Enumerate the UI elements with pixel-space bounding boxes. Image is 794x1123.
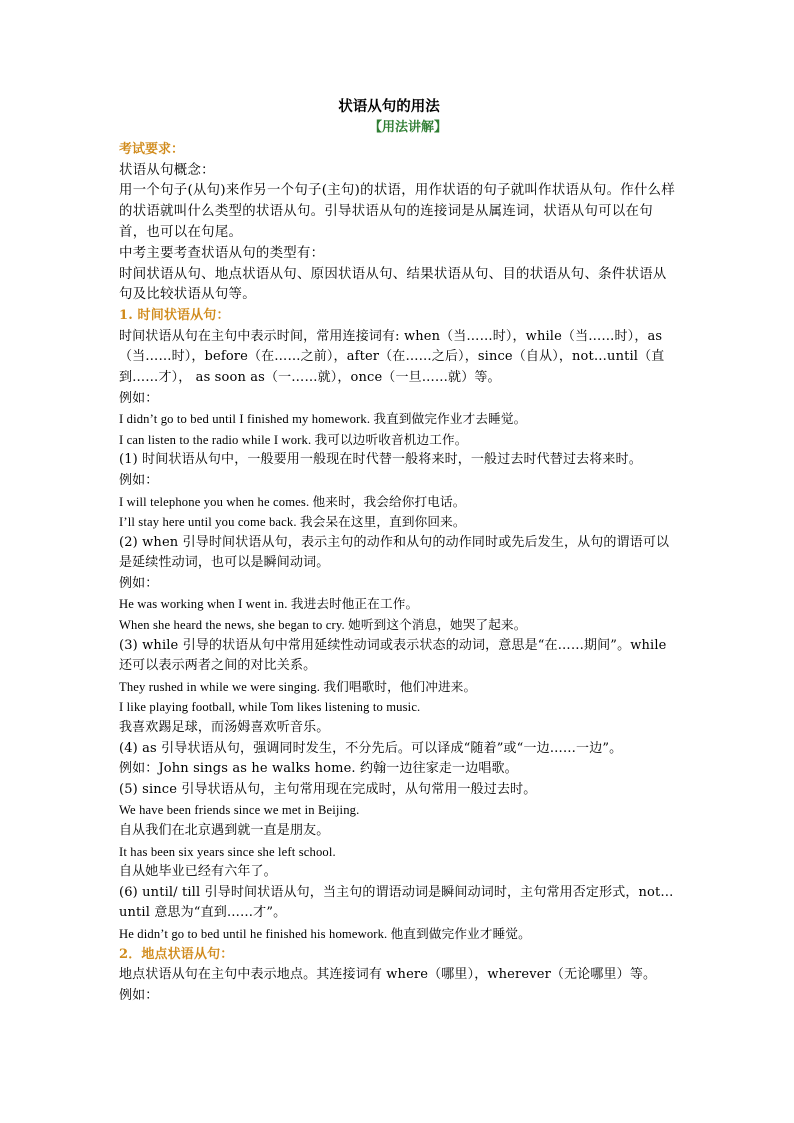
- paragraph: (1) 时间状语从句中，一般要用一般现在时代替一般将来时，一般过去时代替过去将来时。: [119, 452, 642, 468]
- paragraph: 自从我们在北京遇到就一直是朋友。: [119, 823, 330, 839]
- paragraph: They rushed in while we were singing. 我们唱歌时，他们冲进来。: [119, 679, 477, 694]
- paragraph: 状语从句概念：: [119, 162, 215, 178]
- paragraph: We have been friends since we met in Beijing.: [119, 803, 360, 818]
- paragraph: When she heard the news, she began to cry. 她听到这个消息，她哭了起来。: [119, 618, 527, 633]
- paragraph: 中考主要考查状语从句的类型有：: [119, 245, 325, 261]
- paragraph: I didn’t go to bed until I finished my homework. 我直到做完作业才去睡觉。: [119, 412, 527, 427]
- paragraph: 例如：John sings as he walks home. 约翰一边往家走一边唱歌。: [119, 761, 518, 777]
- paragraph: It has been six years since she left school.: [119, 844, 336, 859]
- paragraph: He was working when I went in. 我进去时他正在工作。: [119, 597, 419, 612]
- section-heading: 1. 时间状语从句：: [119, 308, 230, 324]
- paragraph: 例如：: [119, 390, 159, 406]
- paragraph: He didn’t go to bed until he finished his homework. 他直到做完作业才睡觉。: [119, 926, 531, 941]
- doc-subtitle: 【用法讲解】: [368, 120, 447, 135]
- paragraph: 时间状语从句在主句中表示时间，常用连接词有: when（当……时），while（当……时），as（当……时），before（在……之前），after（在……之后），since（自从），not…until（直到……才）， as soon as（一……就），once（一旦……就）等。: [119, 328, 665, 385]
- paragraph: (5) since 引导状语从句，主句常用现在完成时，从句常用一般过去时。: [119, 781, 537, 797]
- paragraph: (2) when 引导时间状语从句，表示主句的动作和从句的动作同时或先后发生，从句的谓语可以是延续性动词，也可以是瞬间动词。: [119, 534, 670, 571]
- paragraph: (3) while 引导的状语从句中常用延续性动词或表示状态的动词，意思是“在……期间”。while 还可以表示两者之间的对比关系。: [119, 637, 667, 674]
- paragraph: (4) as 引导状语从句，强调同时发生，不分先后。可以译成“随着”或“一边……一边”。: [119, 740, 623, 756]
- paragraph: (6) until/ till 引导时间状语从句，当主句的谓语动词是瞬间动词时，主句常用否定形式，not…until 意思为“直到……才”。: [119, 884, 674, 921]
- paragraph: I can listen to the radio while I work. 我可以边听收音机边工作。: [119, 432, 468, 447]
- paragraph-list: [119, 161, 679, 1007]
- paragraph: 我喜欢踢足球，而汤姆喜欢听音乐。: [119, 720, 330, 736]
- paragraph: 例如：: [119, 987, 159, 1003]
- exam-requirements-heading: 考试要求：: [119, 142, 185, 157]
- document-body: [119, 96, 679, 1006]
- doc-title: 状语从句的用法: [338, 98, 440, 115]
- paragraph: 时间状语从句、地点状语从句、原因状语从句、结果状语从句、目的状语从句、条件状语从句及比较状语从句等。: [119, 266, 667, 303]
- paragraph: 用一个句子(从句)来作另一个句子(主句)的状语，用作状语的句子就叫作状语从句。作什么样的状语就叫什么类型的状语从句。引导状语从句的连接词是从属连词，状语从句可以在句首，也可以在句尾。: [119, 183, 676, 240]
- paragraph: I’ll stay here until you come back. 我会呆在这里，直到你回来。: [119, 515, 466, 530]
- section-heading: 2．地点状语从句：: [119, 946, 234, 962]
- paragraph: 自从她毕业已经有六年了。: [119, 864, 277, 880]
- paragraph: 地点状语从句在主句中表示地点。其连接词有 where（哪里），wherever（无论哪里）等。: [119, 967, 657, 983]
- paragraph: 例如：: [119, 575, 159, 591]
- paragraph: 例如：: [119, 472, 159, 488]
- paragraph: I will telephone you when he comes. 他来时，我会给你打电话。: [119, 494, 466, 509]
- paragraph: I like playing football, while Tom likes listening to music.: [119, 700, 421, 715]
